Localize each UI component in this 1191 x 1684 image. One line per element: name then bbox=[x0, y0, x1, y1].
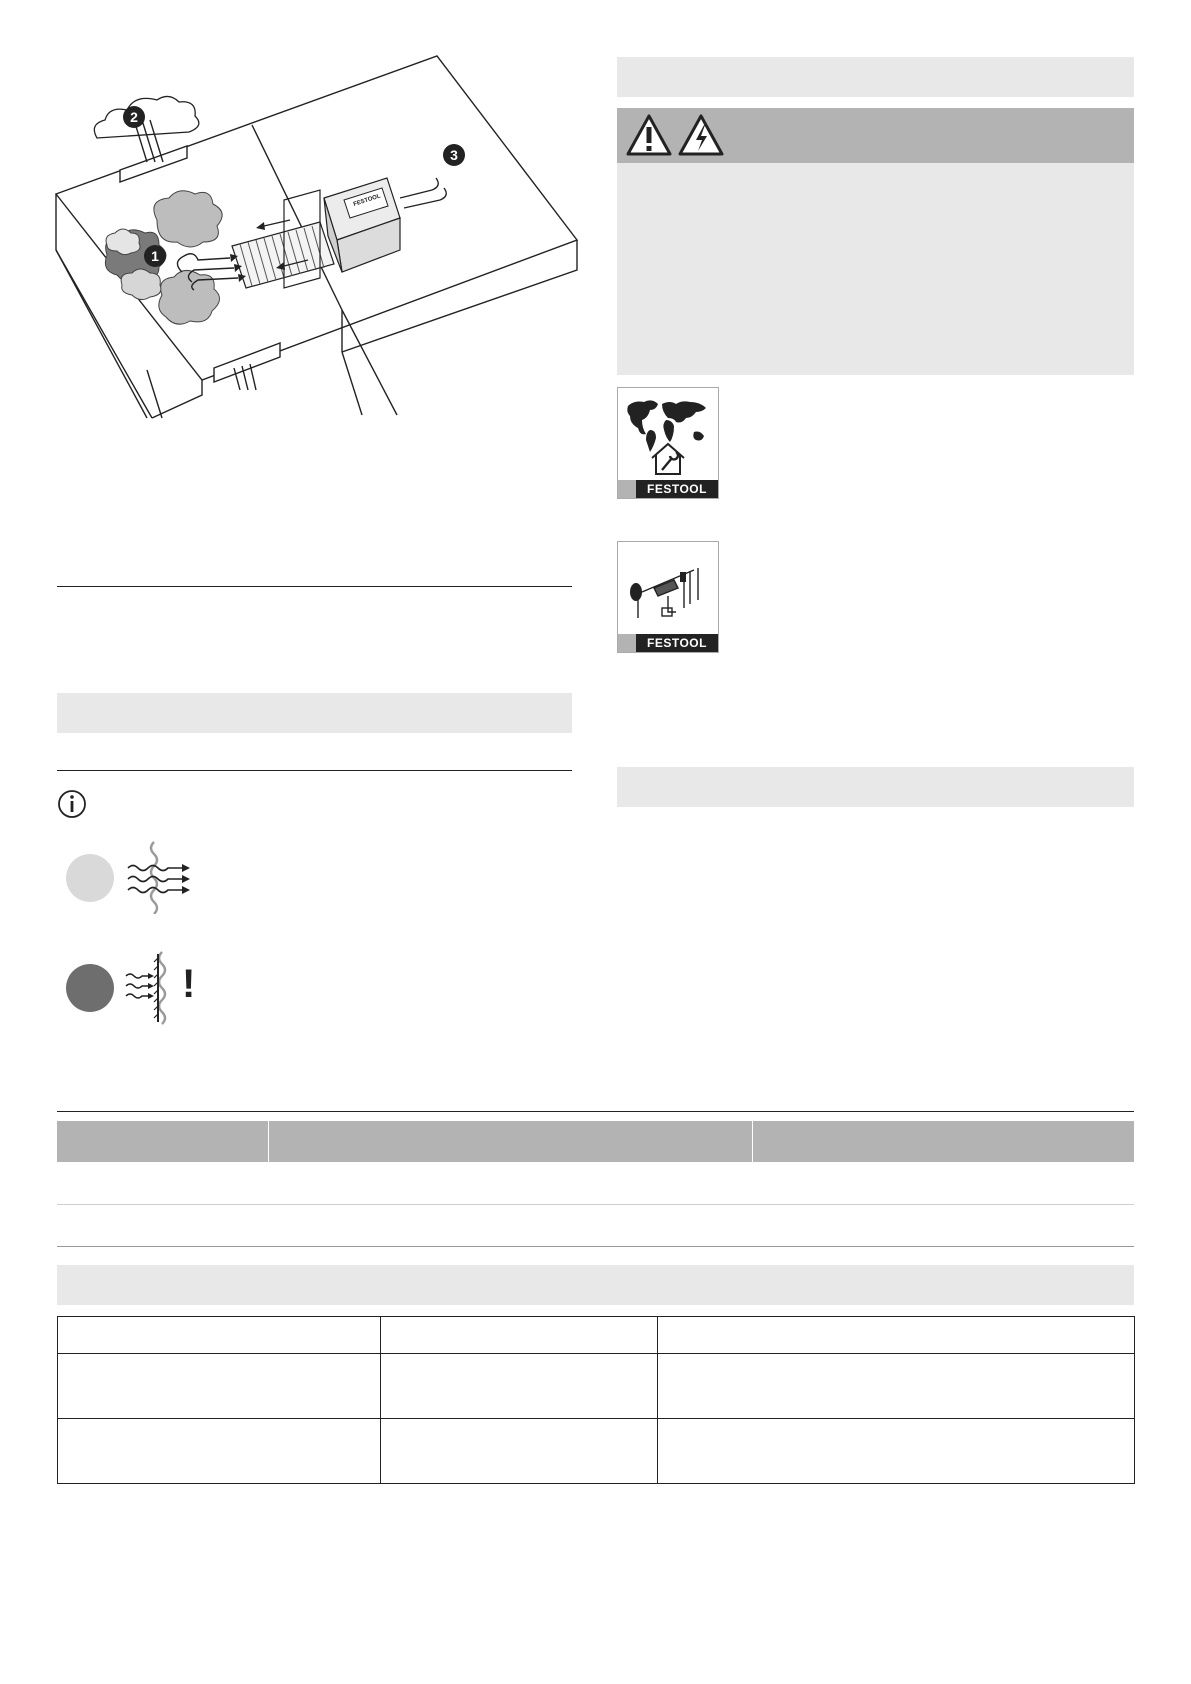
callout-1 bbox=[144, 245, 166, 267]
table-row-divider bbox=[57, 1246, 1134, 1247]
festool-label: FESTOOL bbox=[636, 634, 718, 652]
callout-2 bbox=[123, 106, 145, 128]
data-table bbox=[57, 1316, 1135, 1484]
table-cell bbox=[657, 1419, 1134, 1484]
world-map-service-icon bbox=[624, 396, 712, 476]
cloud-icon bbox=[94, 96, 199, 138]
section-heading-bar bbox=[57, 693, 572, 733]
warning-triangle-icon bbox=[625, 113, 673, 157]
svg-text:1: 1 bbox=[151, 248, 159, 264]
callout-3 bbox=[443, 144, 465, 166]
table-cell bbox=[657, 1354, 1134, 1419]
section-heading-bar bbox=[57, 1265, 1134, 1305]
svg-text:3: 3 bbox=[450, 147, 458, 163]
table-row bbox=[58, 1419, 1135, 1484]
info-icon bbox=[57, 789, 87, 819]
status-indicator-light bbox=[66, 854, 114, 902]
table-header bbox=[57, 1121, 1134, 1162]
air-cleaning-diagram bbox=[52, 50, 592, 460]
svg-text:2: 2 bbox=[130, 109, 138, 125]
warning-body bbox=[617, 163, 1134, 375]
service-card-spare-parts bbox=[617, 541, 719, 653]
hose-icon bbox=[232, 190, 334, 288]
table-cell bbox=[58, 1317, 381, 1354]
table-cell bbox=[58, 1419, 381, 1484]
table-cell bbox=[381, 1419, 657, 1484]
section-heading-bar bbox=[617, 57, 1134, 97]
device-brand-label: FESTOOL bbox=[352, 193, 382, 208]
device-icon bbox=[324, 178, 400, 272]
table-cell bbox=[381, 1354, 657, 1419]
table-cell bbox=[58, 1354, 381, 1419]
table-cell bbox=[381, 1317, 657, 1354]
status-indicator-dark bbox=[66, 964, 114, 1012]
section-divider bbox=[57, 770, 572, 771]
electric-hazard-icon bbox=[677, 113, 725, 157]
blocked-mark: ! bbox=[182, 962, 196, 1006]
airflow-blocked-icon bbox=[124, 950, 200, 1026]
service-card-world bbox=[617, 387, 719, 499]
table-row bbox=[58, 1354, 1135, 1419]
warning-header bbox=[617, 108, 1134, 163]
table-row-divider bbox=[57, 1204, 1134, 1205]
section-divider bbox=[57, 1111, 1134, 1112]
table-row bbox=[58, 1317, 1135, 1354]
section-heading-bar bbox=[617, 767, 1134, 807]
table-cell bbox=[657, 1317, 1134, 1354]
festool-label: FESTOOL bbox=[636, 480, 718, 498]
airflow-free-icon bbox=[124, 840, 194, 914]
section-divider bbox=[57, 586, 572, 587]
spare-parts-icon bbox=[624, 552, 712, 628]
